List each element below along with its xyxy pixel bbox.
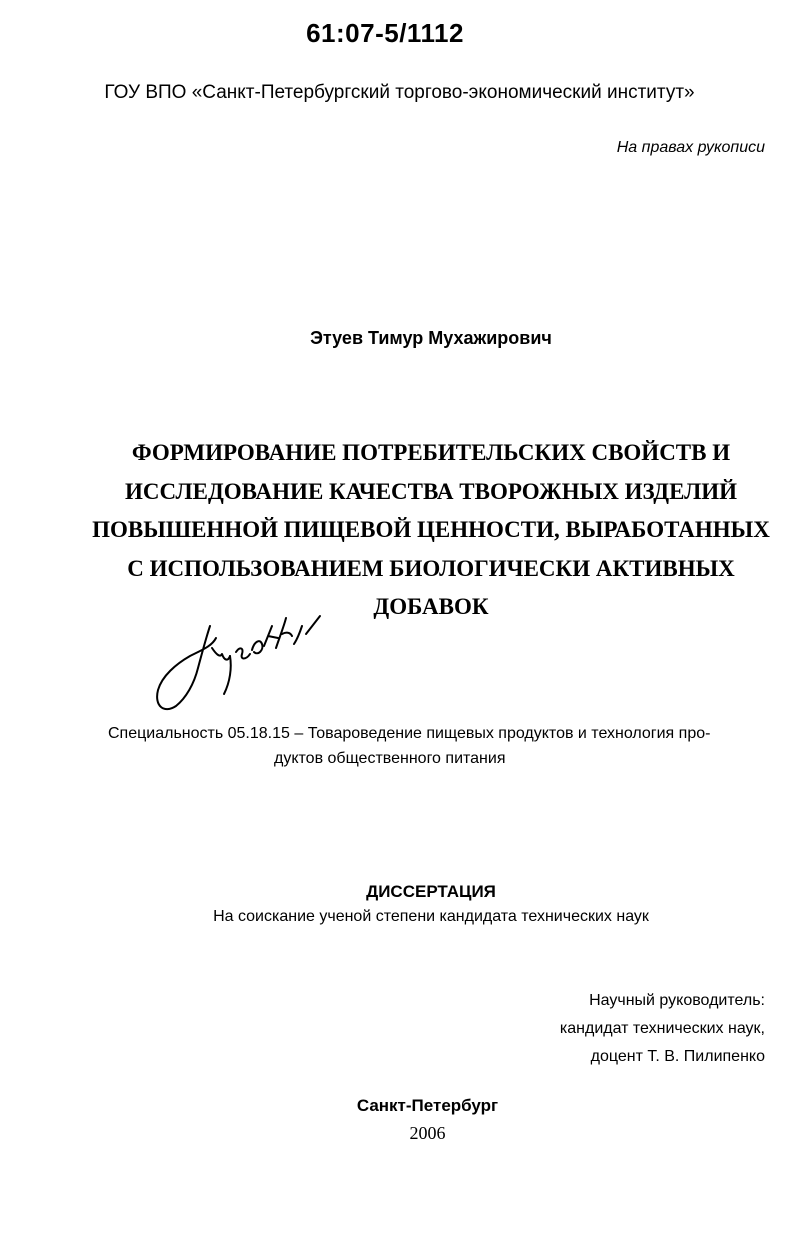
- document-code: 61:07-5/1112: [306, 18, 464, 48]
- specialty-line: дуктов общественного питания: [274, 750, 506, 767]
- dissertation-subtitle: На соискание ученой степени кандидата технических наук: [213, 908, 649, 925]
- specialty-line: Специальность 05.18.15 – Товароведение пищевых продуктов и технология про-: [108, 725, 711, 742]
- advisor-label: Научный руководитель:: [589, 992, 765, 1009]
- author-name: Этуев Тимур Мухажирович: [310, 328, 552, 348]
- title-line: С ИСПОЛЬЗОВАНИЕМ БИОЛОГИЧЕСКИ АКТИВНЫХ: [127, 555, 735, 581]
- title-line: ФОРМИРОВАНИЕ ПОТРЕБИТЕЛЬСКИХ СВОЙСТВ И: [131, 440, 731, 465]
- advisor-name: доцент Т. В. Пилипенко: [590, 1048, 765, 1065]
- manuscript-rights-note: На правах рукописи: [616, 139, 765, 156]
- institution-name: ГОУ ВПО «Санкт-Петербургский торгово-экономический институт»: [104, 82, 695, 103]
- title-line: ПОВЫШЕННОЙ ПИЩЕВОЙ ЦЕННОСТИ, ВЫРАБОТАННЫХ: [92, 517, 770, 542]
- year: 2006: [409, 1123, 446, 1143]
- title-line: ДОБАВОК: [373, 594, 489, 619]
- handwritten-signature: [150, 598, 330, 716]
- advisor-degree: кандидат технических наук,: [559, 1020, 765, 1037]
- specialty-text: [108, 721, 748, 771]
- dissertation-title: [0, 434, 799, 627]
- dissertation-heading: ДИССЕРТАЦИЯ: [366, 882, 496, 901]
- title-line: ИССЛЕДОВАНИЕ КАЧЕСТВА ТВОРОЖНЫХ ИЗДЕЛИЙ: [124, 478, 738, 504]
- advisor-block: [560, 987, 765, 1071]
- city: Санкт-Петербург: [356, 1096, 499, 1115]
